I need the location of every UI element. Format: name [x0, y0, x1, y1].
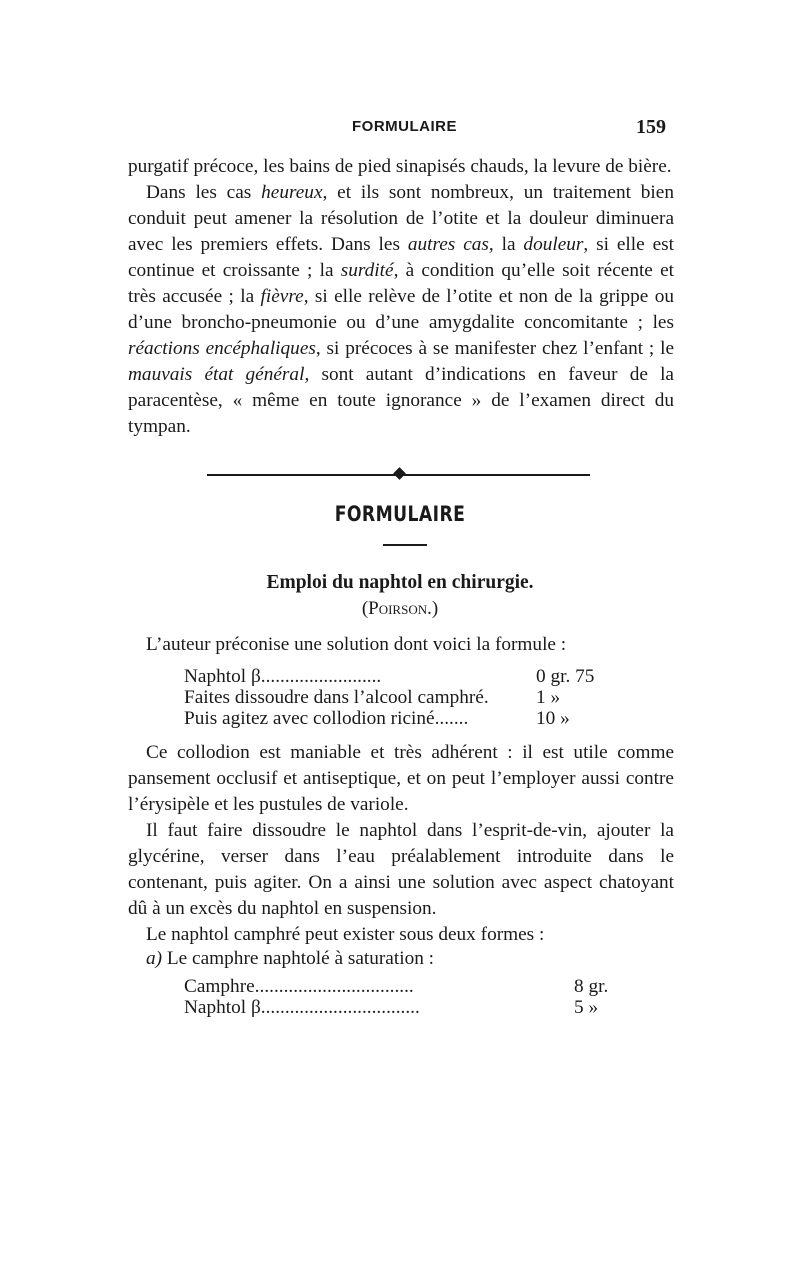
ingredient-name: Faites dissoudre dans l’alcool camphré.	[184, 687, 489, 708]
text-segment: , à condition qu’elle soit récente et très accusée ; la	[128, 260, 674, 307]
text-segment: Dans les cas	[146, 182, 262, 203]
italic-text-segment: fièvre	[260, 286, 304, 307]
section-divider-ornament	[207, 469, 590, 481]
formula-row	[184, 666, 654, 687]
list-item-a	[146, 948, 434, 970]
text-segment: , sont autant d’indications en faveur de la paracentèse, « même en toute ignorance » de l’examen direct du tympan.	[128, 364, 674, 437]
italic-text-segment: douleur	[523, 234, 584, 255]
body-paragraph-3: Le naphtol camphré peut exister sous deux formes :	[146, 924, 545, 945]
list-marker: a)	[146, 948, 163, 969]
formula-row	[184, 997, 654, 1018]
short-rule	[383, 544, 427, 546]
ingredient-quantity: 8 gr.	[574, 976, 609, 997]
text-segment: , et ils sont nombreux, un traitement bien conduit peut amener la résolution de l’otite et la douleur diminuera avec les premiers effets. Dans les	[128, 182, 674, 255]
formula-row	[184, 687, 654, 708]
ingredient-quantity: 1 »	[536, 687, 561, 708]
running-head-title: FORMULAIRE	[352, 118, 457, 135]
italic-text-segment: surdité	[340, 260, 394, 281]
ingredient-name: Camphre.................................	[184, 976, 414, 997]
formula-intro-paragraph: L’auteur préconise une solution dont voici la formule :	[146, 634, 567, 655]
text-segment: , si précoces à se manifester chez l’enfant ; le	[315, 338, 675, 359]
formula-2	[184, 976, 654, 1018]
intro-paragraph-2	[128, 180, 674, 440]
italic-text-segment: autres cas	[407, 234, 489, 255]
italic-text-segment: heureux	[261, 182, 323, 203]
body-paragraph-2: Il faut faire dissoudre le naphtol dans l’esprit-de-vin, ajouter la glycérine, verser dans l’eau préalablement introduite dans le contenant, puis agiter. On a ainsi une solution avec aspect chatoyant dû à un excès du naphtol en suspension.	[128, 820, 674, 919]
ingredient-quantity: 5 »	[574, 997, 599, 1018]
formula-row	[184, 976, 654, 997]
text-segment: purgatif précoce, les bains de pied sinapisés chauds, la levure de bière.	[128, 156, 672, 177]
ingredient-quantity: 0 gr. 75	[536, 666, 595, 687]
running-head	[0, 116, 800, 140]
article-author: (Poirson.)	[361, 598, 439, 619]
ingredient-name: Naphtol β.................................	[184, 997, 420, 1018]
intro-text	[128, 154, 674, 440]
text-segment: , si elle est continue et croissante ; la	[128, 234, 674, 281]
list-item-text: Le camphre naphtolé à saturation :	[166, 948, 435, 969]
text-segment: , si elle relève de l’otite et non de la grippe ou d’une broncho-pneumonie ou d’une amygdalite concomitante ; les	[128, 286, 674, 333]
ingredient-quantity: 10 »	[536, 708, 570, 729]
intro-paragraph-1	[128, 154, 674, 180]
section-title: FORMULAIRE	[334, 502, 466, 526]
body-paragraph-1: Ce collodion est maniable et très adhérent : il est utile comme pansement occlusif et antiseptique, et on peut l’employer aussi contre l’érysipèle et les pustules de variole.	[128, 742, 674, 815]
body-text	[128, 740, 674, 948]
page-number: 159	[636, 116, 666, 138]
formula-1	[184, 666, 654, 729]
diamond-icon	[393, 467, 406, 480]
italic-text-segment: mauvais état général	[128, 364, 305, 385]
text-segment: , la	[488, 234, 524, 255]
article-subtitle: Emploi du naphtol en chirurgie.	[266, 572, 534, 593]
formula-row	[184, 708, 654, 729]
italic-text-segment: réactions encéphaliques	[128, 338, 316, 359]
ingredient-name: Naphtol β.........................	[184, 666, 382, 687]
formula-intro	[128, 632, 674, 658]
ingredient-name: Puis agitez avec collodion riciné.......	[184, 708, 469, 729]
